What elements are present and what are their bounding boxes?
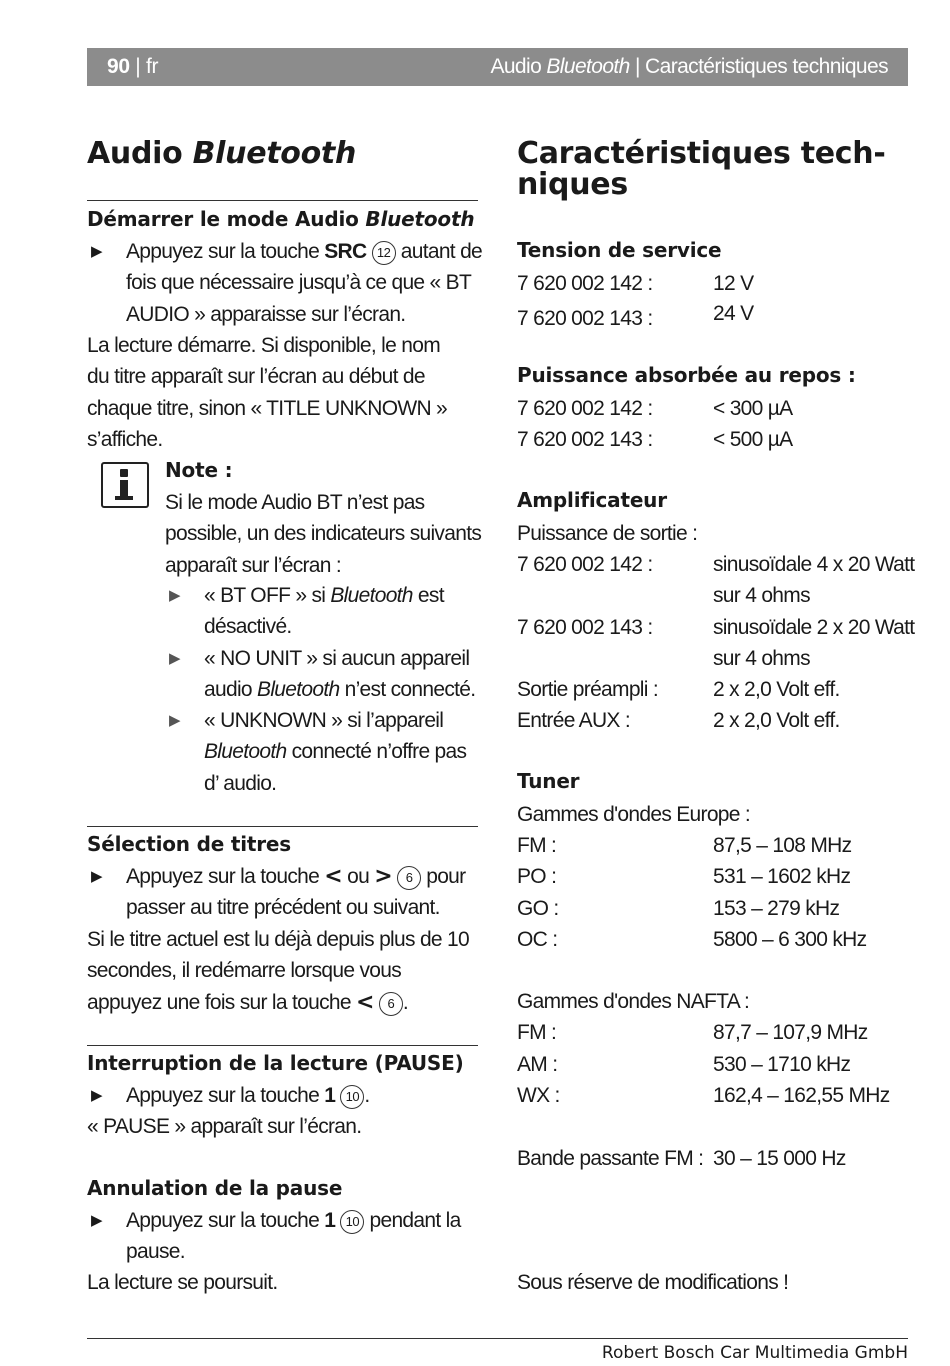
subheading-europe-bands: Gammes d'ondes Europe : (517, 803, 751, 826)
key-10-ref: 10 (340, 1085, 364, 1109)
key-12-ref: 12 (372, 241, 396, 265)
prev-key-icon: < (324, 864, 342, 889)
bullet-arrow-icon: ▶ (91, 868, 102, 885)
running-title: Audio Bluetooth | Caractéristiques techniques (490, 55, 888, 78)
bullet-arrow-icon: ▶ (91, 1212, 102, 1229)
paragraph: La lecture démarre. Si disponible, le nom du titre apparaît sur l’écran au début de chaque titre, sinon « TITLE UNKNOWN » s’affiche. (87, 334, 448, 451)
bullet-arrow-icon: ▶ (169, 712, 180, 729)
heading-voltage: Tension de service (517, 238, 722, 262)
divider (87, 200, 478, 201)
bullet-arrow-icon: ▶ (91, 243, 102, 260)
footnote: Sous réserve de modifications ! (517, 1271, 789, 1294)
paragraph: La lecture se poursuit. (87, 1271, 278, 1294)
next-key-icon: > (374, 864, 392, 889)
bullet-arrow-icon: ▶ (169, 650, 180, 667)
footer-divider (87, 1338, 908, 1339)
key-6-ref: 6 (397, 866, 421, 890)
heading-cancel-pause: Annulation de la pause (87, 1176, 343, 1200)
info-icon (101, 462, 149, 508)
heading-start-bt-mode: Démarrer le mode Audio Bluetooth (87, 207, 475, 231)
subheading-nafta-bands: Gammes d'ondes NAFTA : (517, 990, 750, 1013)
key-10-ref: 10 (340, 1210, 364, 1234)
note-text: Si le mode Audio BT n’est pas possible, un des indicateurs suivants apparaît sur l’écran : (165, 491, 482, 577)
divider (87, 826, 478, 827)
paragraph: « PAUSE » apparaît sur l’écran. (87, 1115, 362, 1138)
page-number-label: 90 | fr (107, 55, 159, 78)
footer-company: Robert Bosch Car Multimedia GmbH (601, 1343, 908, 1363)
paragraph: Si le titre actuel est lu déjà depuis plus de 10 secondes, il redémarre lorsque vous appuyez une fois sur la touche < 6 . (87, 928, 469, 1015)
bullet-arrow-icon: ▶ (91, 1087, 102, 1104)
divider (87, 1045, 478, 1046)
subheading-output-power: Puissance de sortie : (517, 522, 698, 545)
key-6-ref: 6 (379, 992, 403, 1016)
heading-amplifier: Amplificateur (517, 488, 667, 512)
heading-standby-power: Puissance absorbée au repos : (517, 363, 856, 387)
section-title-specs: Caractéristiques tech- niques (517, 136, 886, 202)
bullet-arrow-icon: ▶ (169, 587, 180, 604)
heading-tuner: Tuner (517, 769, 580, 793)
page-header (87, 48, 908, 86)
prev-key-icon: < (356, 989, 374, 1015)
heading-pause: Interruption de la lecture (PAUSE) (87, 1051, 464, 1075)
note-title: Note : (165, 458, 233, 482)
heading-track-selection: Sélection de titres (87, 832, 291, 856)
section-title-audio-bluetooth: Audio Bluetooth (87, 136, 357, 171)
